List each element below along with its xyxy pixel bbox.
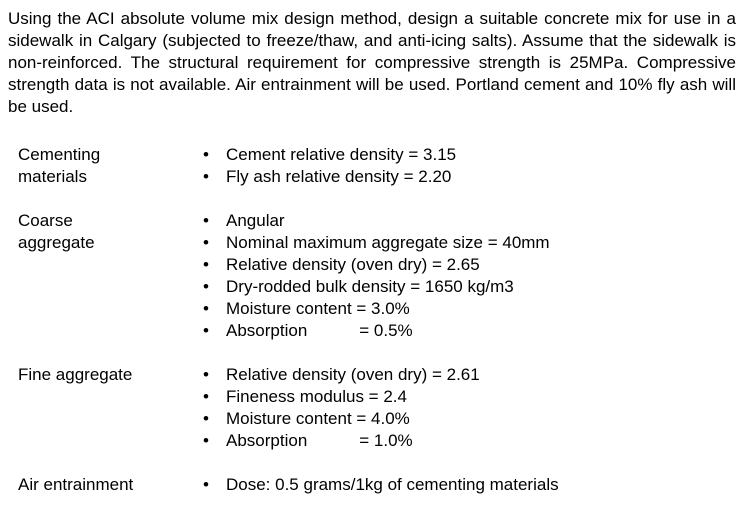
item-text: Absorption bbox=[226, 431, 308, 450]
item-text: Fineness modulus = 2.4 bbox=[226, 387, 407, 406]
list-item bbox=[203, 320, 550, 342]
section-label-air-entrainment: Air entrainment bbox=[18, 475, 134, 494]
item-value: = 1.0% bbox=[359, 431, 413, 450]
bullet-icon: • bbox=[203, 167, 209, 186]
bullet-icon: • bbox=[203, 475, 209, 494]
list-item bbox=[203, 232, 550, 254]
label-line: aggregate bbox=[18, 233, 95, 252]
item-text: Absorption bbox=[226, 321, 308, 340]
bullet-icon: • bbox=[203, 387, 209, 406]
bullet-icon: • bbox=[203, 409, 209, 428]
list-item bbox=[203, 474, 559, 496]
item-text: Relative density (oven dry) = 2.61 bbox=[226, 365, 480, 384]
section-label-coarse-aggregate bbox=[18, 210, 188, 254]
label-line: Coarse bbox=[18, 211, 73, 230]
bullet-icon: • bbox=[203, 255, 209, 274]
section-label-cementing-materials bbox=[18, 144, 188, 188]
item-text: Moisture content = 3.0% bbox=[226, 299, 410, 318]
item-value: = 0.5% bbox=[359, 321, 413, 340]
item-text: Fly ash relative density = 2.20 bbox=[226, 167, 452, 186]
list-item bbox=[203, 210, 550, 232]
item-text: Nominal maximum aggregate size = 40mm bbox=[226, 233, 550, 252]
label-line: materials bbox=[18, 167, 87, 186]
list-item bbox=[203, 254, 550, 276]
bullet-icon: • bbox=[203, 365, 209, 384]
item-text: Dry-rodded bulk density = 1650 kg/m3 bbox=[226, 277, 514, 296]
bullet-list bbox=[203, 364, 480, 452]
list-item bbox=[203, 386, 480, 408]
bullet-list bbox=[203, 210, 550, 342]
bullet-icon: • bbox=[203, 211, 209, 230]
bullet-list bbox=[203, 474, 559, 496]
label-line: Cementing bbox=[18, 145, 101, 164]
bullet-icon: • bbox=[203, 321, 209, 340]
item-text: Cement relative density = 3.15 bbox=[226, 145, 457, 164]
item-text: Dose: 0.5 grams/1kg of cementing materials bbox=[226, 475, 559, 494]
item-text: Relative density (oven dry) = 2.65 bbox=[226, 255, 480, 274]
item-text: Angular bbox=[226, 211, 285, 230]
list-item bbox=[203, 430, 480, 452]
list-item bbox=[203, 364, 480, 386]
problem-statement: Using the ACI absolute volume mix design method, design a suitable concrete mix for use in a sidewalk in Calgary (subjected to freeze/thaw, and anti-icing salts). Assume that the sidewalk is non-reinforced. The structural requirement for compressive strength is 25MPa. Compressive strength data is not available. Air entrainment will be used. Portland cement and 10% fly ash will be used. bbox=[8, 9, 736, 116]
list-item bbox=[203, 144, 456, 166]
list-item bbox=[203, 276, 550, 298]
list-item bbox=[203, 408, 480, 430]
section-label-fine-aggregate: Fine aggregate bbox=[18, 365, 133, 384]
bullet-icon: • bbox=[203, 277, 209, 296]
bullet-icon: • bbox=[203, 299, 209, 318]
bullet-icon: • bbox=[203, 233, 209, 252]
bullet-list bbox=[203, 144, 456, 188]
list-item bbox=[203, 298, 550, 320]
item-text: Moisture content = 4.0% bbox=[226, 409, 410, 428]
bullet-icon: • bbox=[203, 431, 209, 450]
list-item bbox=[203, 166, 456, 188]
bullet-icon: • bbox=[203, 145, 209, 164]
